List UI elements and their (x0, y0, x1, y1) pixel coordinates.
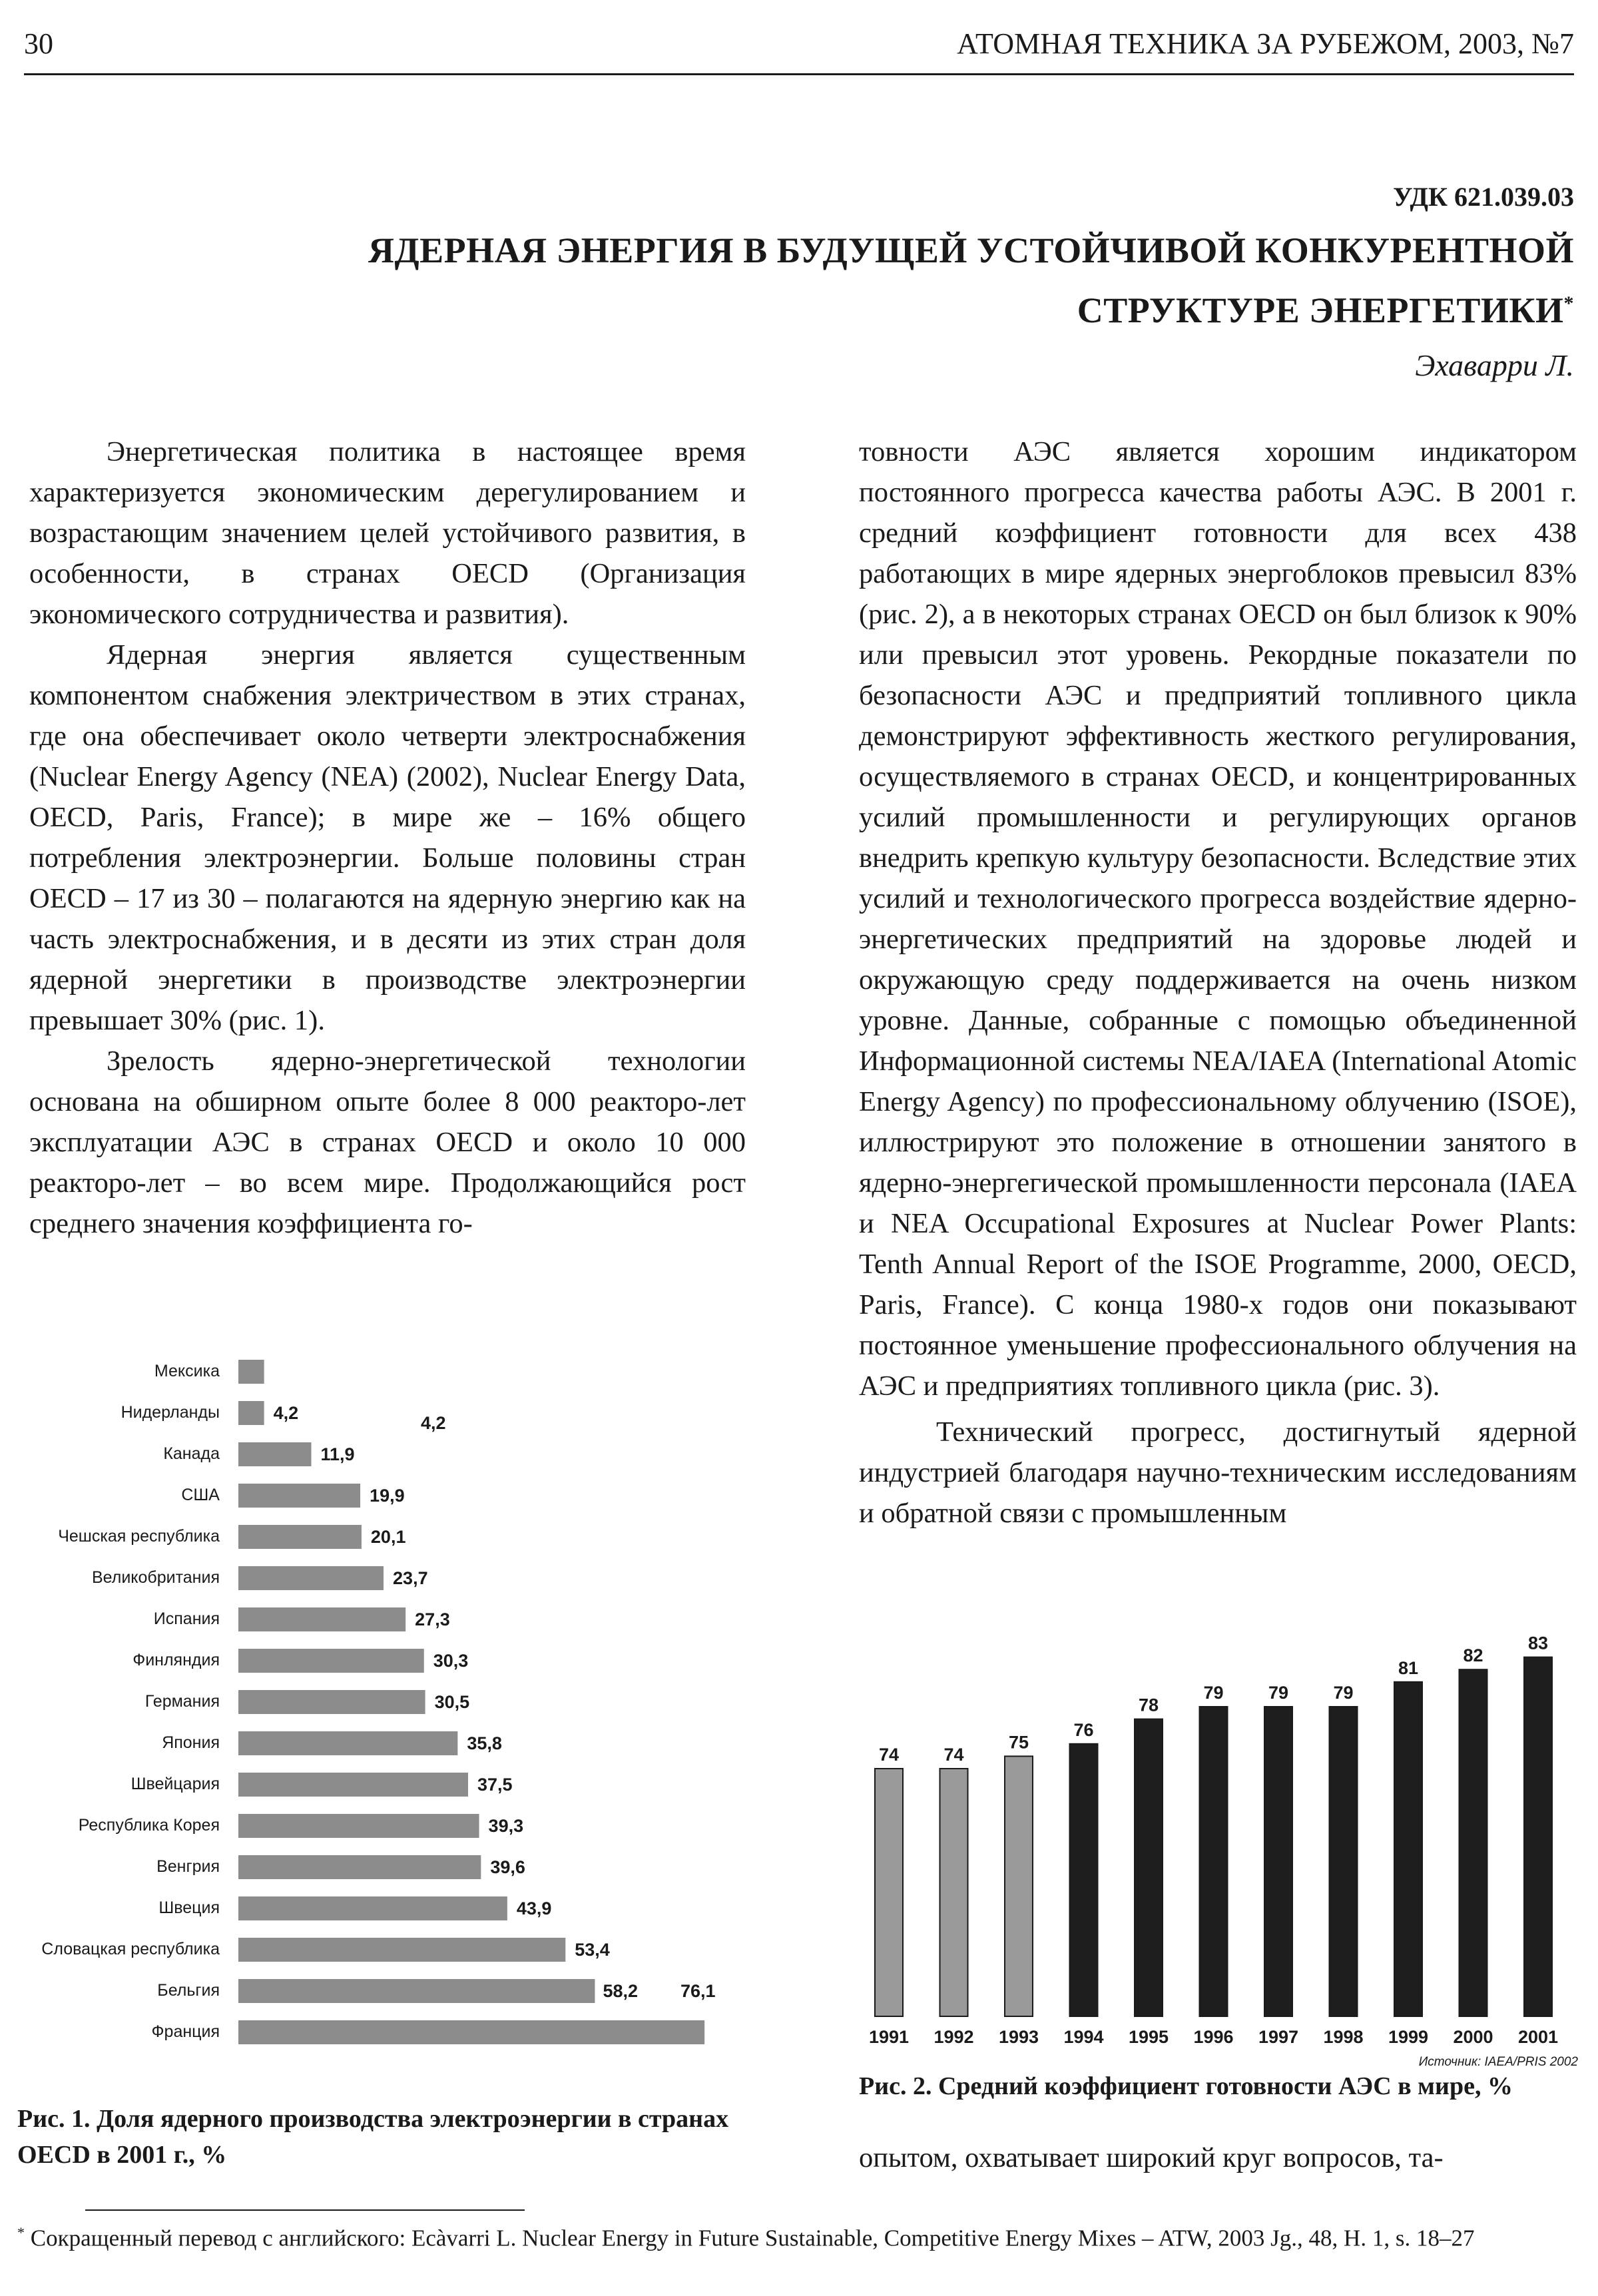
fig2-value-label: 79 (1203, 1683, 1224, 1703)
paragraph: Зрелость ядерно-энергетической технологии основана на обширном опыте более 8 000 реакторо-лет эксплуатации АЭС в странах OECD и около 10 000 реакторо-лет – во всем мире. Продолжающийся рост среднего значения коэффициента го- (29, 1045, 746, 1239)
fig1-bar (238, 1484, 360, 1508)
fig1-value-label: 4,2 (273, 1403, 299, 1423)
footnote (17, 2216, 1574, 2255)
fig2-year-label: 1999 (1388, 2027, 1429, 2047)
fig1-category-label: Словацкая республика (41, 1940, 220, 1958)
fig1-category-label: Швейцария (131, 1775, 220, 1793)
article-title (160, 224, 1574, 337)
fig1-bar (238, 1442, 311, 1466)
fig2-year-label: 1993 (998, 2027, 1039, 2047)
fig2-value-label: 75 (1008, 1732, 1029, 1753)
fig1-bar (238, 1938, 565, 1962)
running-header (24, 27, 1574, 75)
fig1-value-label: 39,6 (490, 1857, 525, 1877)
fig1-value-label: 39,3 (488, 1816, 524, 1836)
fig2-year-label: 1998 (1323, 2027, 1364, 2047)
fig2-source: Источник: IAEA/PRIS 2002 (1418, 2055, 1578, 2069)
fig2-value-label: 76 (1073, 1719, 1094, 1740)
fig2-value-label: 83 (1527, 1633, 1549, 1653)
column-right-continuation (859, 2138, 1577, 2178)
fig1-category-label: Великобритания (92, 1568, 220, 1587)
fig2-bar (1394, 1682, 1422, 2016)
fig1-bar (238, 1855, 481, 1879)
footnote-mark: * (17, 2224, 25, 2241)
fig1-bar (238, 1607, 405, 1631)
fig1-bar (238, 1649, 424, 1673)
fig1-bar (238, 1360, 264, 1384)
fig1-bar (238, 1731, 457, 1755)
fig1-value-label: 37,5 (477, 1775, 513, 1795)
fig2-bar (1264, 1707, 1292, 2016)
fig1-category-label: Испания (153, 1609, 220, 1628)
fig1-bar (238, 1979, 595, 2003)
fig2-bar (875, 1769, 903, 2016)
fig2-value-label: 74 (878, 1745, 900, 1765)
fig2-year-label: 2001 (1517, 2027, 1559, 2047)
fig1-category-label: Япония (162, 1733, 220, 1752)
column-right (859, 431, 1577, 1534)
paragraph: Энергетическая политика в настоящее время характеризуется экономическим дерегулированием и возрастающим значением целей устойчивого развития, в особенности, в странах OECD (Организация экономического сотрудничества и развития). (29, 436, 746, 630)
fig2-year-label: 1997 (1258, 2027, 1299, 2047)
fig2-value-label: 81 (1398, 1657, 1419, 1678)
fig1-category-label: Нидерланды (121, 1403, 220, 1422)
fig2-bar (1005, 1756, 1033, 2016)
fig2-year-label: 1995 (1128, 2027, 1169, 2047)
fig2-year-label: 1991 (868, 2027, 910, 2047)
fig1-category-label: Венгрия (156, 1857, 220, 1876)
fig1-value-label: 53,4 (575, 1940, 610, 1960)
author: Эхаварри Л. (1415, 348, 1574, 382)
title-footnote-mark: * (1563, 292, 1574, 314)
fig2-bar (1200, 1707, 1228, 2016)
fig2-value-label: 78 (1138, 1695, 1159, 1715)
paragraph: Технический прогресс, достигнутый ядерной индустрией благодаря научно-техническим исследованиям и обратной связи с промышленным (859, 1416, 1577, 1529)
fig1-value-label: 19,9 (370, 1486, 405, 1506)
fig2-year-label: 1992 (933, 2027, 974, 2047)
fig1-value-label: 27,3 (415, 1609, 450, 1629)
fig1-bar (238, 1814, 479, 1838)
fig1-bar (238, 1690, 425, 1714)
fig2-bar (1524, 1657, 1552, 2016)
figure-2-caption: Рис. 2. Средний коэффициент готовности АЭС в мире, % (859, 2072, 1513, 2100)
fig2-bar (1135, 1719, 1163, 2016)
fig2-year-label: 1996 (1193, 2027, 1234, 2047)
fig1-value-label: 23,7 (393, 1568, 428, 1588)
footnote-rule (85, 2209, 525, 2211)
fig1-value-label: 76,1 (680, 1981, 716, 2001)
fig1-value-label: 58,2 (603, 1981, 639, 2001)
fig1-category-label: Швеция (158, 1898, 220, 1917)
fig1-value-label: 20,1 (370, 1527, 406, 1547)
fig1-category-label: Финляндия (133, 1651, 220, 1669)
fig1-category-label: Германия (144, 1692, 220, 1711)
fig1-bar (238, 1773, 468, 1797)
fig1-bar (238, 1566, 384, 1590)
fig2-bar (1460, 1669, 1487, 2016)
fig1-bar (238, 2020, 704, 2044)
article-title-text: ЯДЕРНАЯ ЭНЕРГИЯ В БУДУЩЕЙ УСТОЙЧИВОЙ КОНКУРЕНТНОЙ СТРУКТУРЕ ЭНЕРГЕТИКИ (368, 230, 1574, 330)
page-number: 30 (24, 27, 53, 60)
figure-1-caption: Рис. 1. Доля ядерного производства электроэнергии в странах OECD в 2001 г., % (17, 2105, 729, 2169)
fig1-bar (238, 1525, 362, 1549)
fig2-value-label: 79 (1333, 1683, 1354, 1703)
fig2-value-label: 79 (1268, 1683, 1289, 1703)
fig1-category-label: Канада (163, 1444, 220, 1463)
column-left (29, 431, 746, 1244)
fig2-bar (1330, 1707, 1358, 2016)
fig1-value-label: 35,8 (467, 1733, 502, 1753)
fig1-value-label: 43,9 (516, 1898, 552, 1918)
fig2-year-label: 2000 (1453, 2027, 1493, 2047)
fig1-category-label: США (181, 1486, 220, 1504)
fig2-value-label: 74 (943, 1745, 964, 1765)
fig1-value-label: 30,3 (433, 1651, 469, 1671)
footnote-text: Сокращенный перевод с английского: Ecàvarri L. Nuclear Energy in Future Sustainable, Competitive Energy Mixes – ATW, 2003 Jg., 48, H. 1, s. 18–27 (30, 2225, 1475, 2251)
fig1-category-label: Бельгия (157, 1981, 220, 2000)
figure-1-chart (0, 1345, 772, 2064)
fig1-category-label: Чешская республика (58, 1527, 220, 1546)
fig1-category-label: Мексика (154, 1362, 220, 1380)
paragraph: Ядерная энергия является существенным компонентом снабжения электричеством в этих странах, где она обеспечивает около четверти электроснабжения (Nuclear Energy Agency (NEA) (2002), Nuclear Energy Data, OECD, Paris, France); в мире же – 16% общего потребления электроэнергии. Больше половины стран OECD – 17 из 30 – полагаются на ядерную энергию как на часть электроснабжения, и в десяти из этих стран доля ядерной энергетики в производстве электроэнергии превышает 30% (рис. 1). (29, 639, 746, 1036)
fig1-stray-label: 4,2 (421, 1413, 446, 1433)
fig1-value-label: 30,5 (434, 1692, 470, 1712)
figure-2-chart (859, 1633, 1585, 2071)
fig2-bar (1070, 1744, 1098, 2016)
udk-code: УДК 621.039.03 (1393, 182, 1574, 212)
paragraph: товности АЭС является хорошим индикатором постоянного прогресса качества работы АЭС. В 2001 г. средний коэффициент готовности для всех 438 работающих в мире ядерных энергоблоков превысил 83% (рис. 2), а в некоторых странах OECD он был близок к 90% или превысил этот уровень. Рекордные показатели по безопасности АЭС и предприятий топливного цикла демонстрируют эффективность жесткого регулирования, осуществляемого в странах OECD, и концентрированных усилий промышленности и регулирующих органов внедрить крепкую культуру безопасности. Вследствие этих усилий и технологического прогресса воздействие ядерно-энергетических предприятий на здоровье людей и окружающую среду поддерживается на очень низком уровне. Данные, собранные с помощью объединенной Информационной системы NEA/IAEA (International Atomic Energy Agency) по профессиональному облучению (ISOE), иллюстрируют это положение в отношении занятого в ядерно-энергегической промышленности персонала (IAEA и NEA Occupational Exposures at Nuclear Power Plants: Tenth Annual Report of the ISOE Programme, 2000, OECD, Paris, France). С конца 1980-х годов они показывают постоянное уменьшение профессионального облучения на АЭС и предприятиях топливного цикла (рис. 3). (859, 436, 1577, 1402)
fig1-value-label: 11,9 (320, 1444, 355, 1464)
fig1-category-label: Франция (151, 2022, 220, 2041)
journal-title: АТОМНАЯ ТЕХНИКА ЗА РУБЕЖОМ, 2003, №7 (957, 27, 1574, 60)
paragraph: опытом, охватывает широкий круг вопросов, та- (859, 2142, 1444, 2173)
fig2-bar (940, 1769, 968, 2016)
fig1-category-label: Республика Корея (78, 1816, 220, 1835)
fig2-year-label: 1994 (1063, 2027, 1104, 2047)
fig1-bar (238, 1401, 264, 1425)
fig1-bar (238, 1896, 507, 1920)
fig2-value-label: 82 (1463, 1645, 1483, 1666)
